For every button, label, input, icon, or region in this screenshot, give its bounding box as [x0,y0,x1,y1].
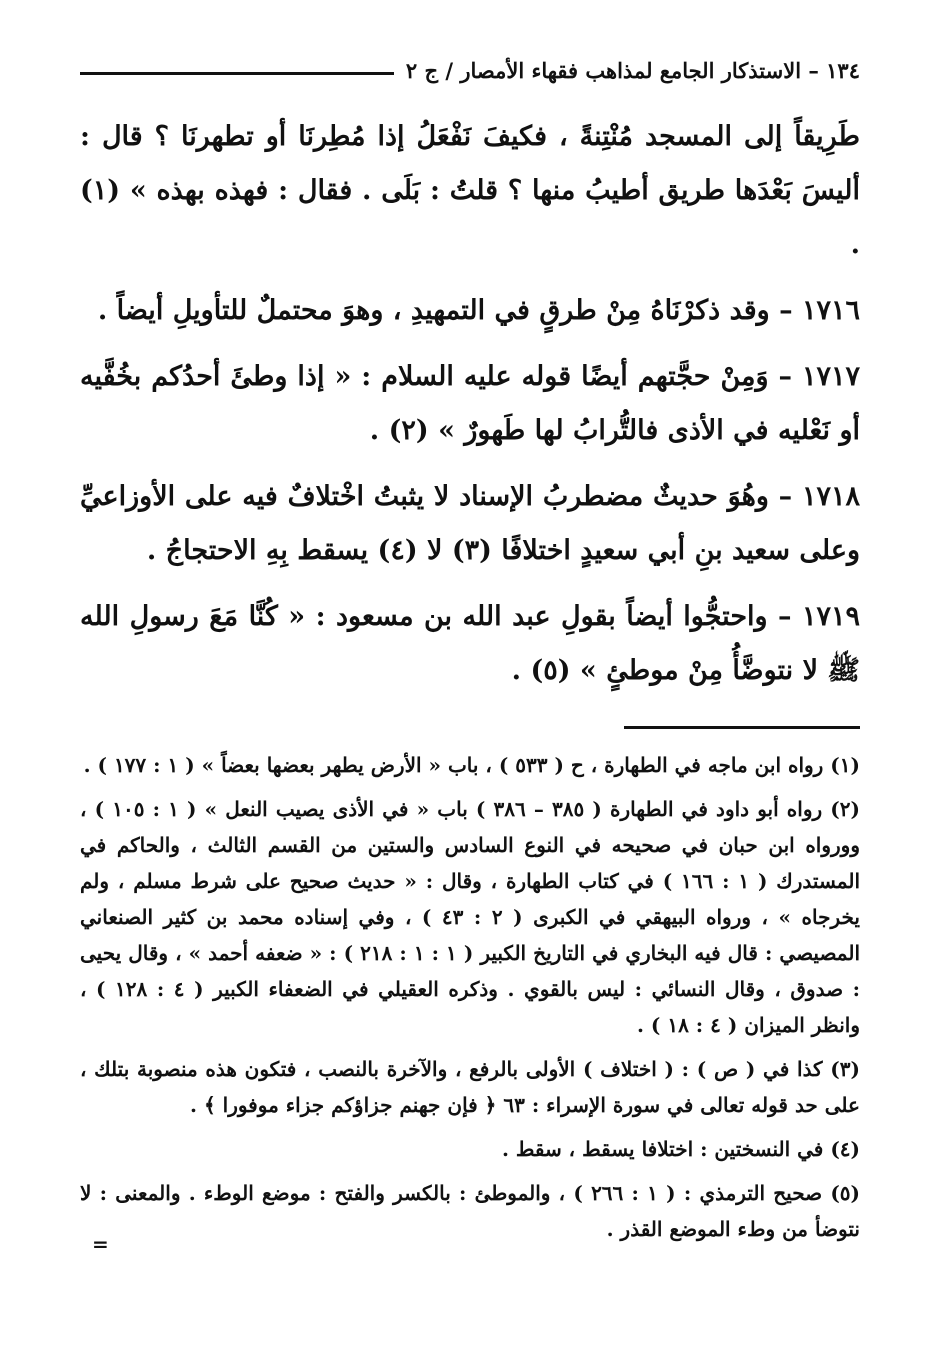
footnotes [80,747,860,1247]
footnote-2: (٢) رواه أبو داود في الطهارة ( ٣٨٥ – ٣٨٦ ) باب « في الأذى يصيب النعل » ( ١ : ١٠٥ ) ، وورواه ابن حبان في صحيحه في النوع السادس والستين من القسم الثالث ، والحاكم في المستدرك ( ١ : ١٦٦ ) في كتاب الطهارة ، وقال : « حديث صحيح على شرط مسلم ، ولم يخرجاه » ، ورواه البيهقي في الكبرى ( ٢ : ٤٣ ) ، وفي إسناده محمد بن كثير الصنعاني المصيصي : قال فيه البخاري في التاريخ الكبير ( ١ : ١ : ٢١٨ ) : « ضعفه أحمد » ، وقال يحيى : صدوق ، وقال النسائي : ليس بالقوي . وذكره العقيلي في الضعفاء الكبير ( ٤ : ١٢٨ ) ، وانظر الميزان ( ٤ : ١٨ ) . [80,797,861,1037]
book-page [80,50,860,1330]
footnote-separator [624,726,860,729]
footnote-1: (١) رواه ابن ماجه في الطهارة ، ح ( ٥٣٣ ) ، باب « الأرض يطهر بعضها بعضاً » ( ١ : ١٧٧ ) . [83,753,860,777]
paragraph-1719: ١٧١٩ – واحتجُّوا أيضاً بقولِ عبد الله بن مسعود : « كُنَّا مَعَ رسولِ الله ﷺ لا نتوضَّأُ مِنْ موطئٍ » (٥) . [80,601,860,686]
footnote-3: (٣) كذا في ( ص ) : ( اختلاف ) الأولى بالرفع ، والآخرة بالنصب ، فتكون هذه منصوبة بتلك ، على حد قوله تعالى في سورة الإسراء : ٦٣ ﴿ فإن جهنم جزاؤكم جزاء موفورا ﴾ . [80,1057,860,1117]
paragraph-1716: ١٧١٦ – وقد ذكرْنَاهُ مِنْ طرقٍ في التمهيدِ ، وهوَ محتملٌ للتأويلِ أيضاً . [97,295,860,326]
paragraph: طَرِيقاً إلى المسجد مُنْتِنةً ، فكيفَ نَفْعَلُ إذا مُطِرنَا أو تطهرنَا ؟ قال : أليسَ بَعْدَها طريق أطيبُ منها ؟ قلتُ : بَلَى . فقال : فهذه بهذه » (١) . [80,121,860,260]
page-header [80,50,860,90]
paragraph-1717: ١٧١٧ – وَمِنْ حجَّتهم أيضًا قوله عليه السلام : « إذا وطئَ أحدُكم بخُفَّيه أو نَعْليه في الأذى فالتُّرابُ لها طَهورٌ » (٢) . [80,361,860,446]
main-text [80,110,860,698]
paragraph-1718: ١٧١٨ – وهُوَ حديثٌ مضطربُ الإسناد لا يثبتُ اخْتلافٌ فيه على الأوزاعيِّ وعلى سعيد بنِ أبي سعيدٍ اختلافًا (٣) لا (٤) يسقط بِهِ الاحتجاجُ . [80,481,860,566]
running-title: ١٣٤ – الاستذكار الجامع لمذاهب فقهاء الأمصار / ج ٢ [405,57,860,83]
continuation-mark: = [92,1232,109,1256]
header-rule [80,72,394,75]
footnote-4: (٤) في النسختين : اختلافا يسقط ، سقط . [501,1137,860,1161]
footnote-5: (٥) صحيح الترمذي : ( ١ : ٢٦٦ ) ، والموطئ : بالكسر والفتح : موضع الوطء . والمعنى : لا نتوضأ من وطء الموضع القذر . [80,1181,861,1241]
